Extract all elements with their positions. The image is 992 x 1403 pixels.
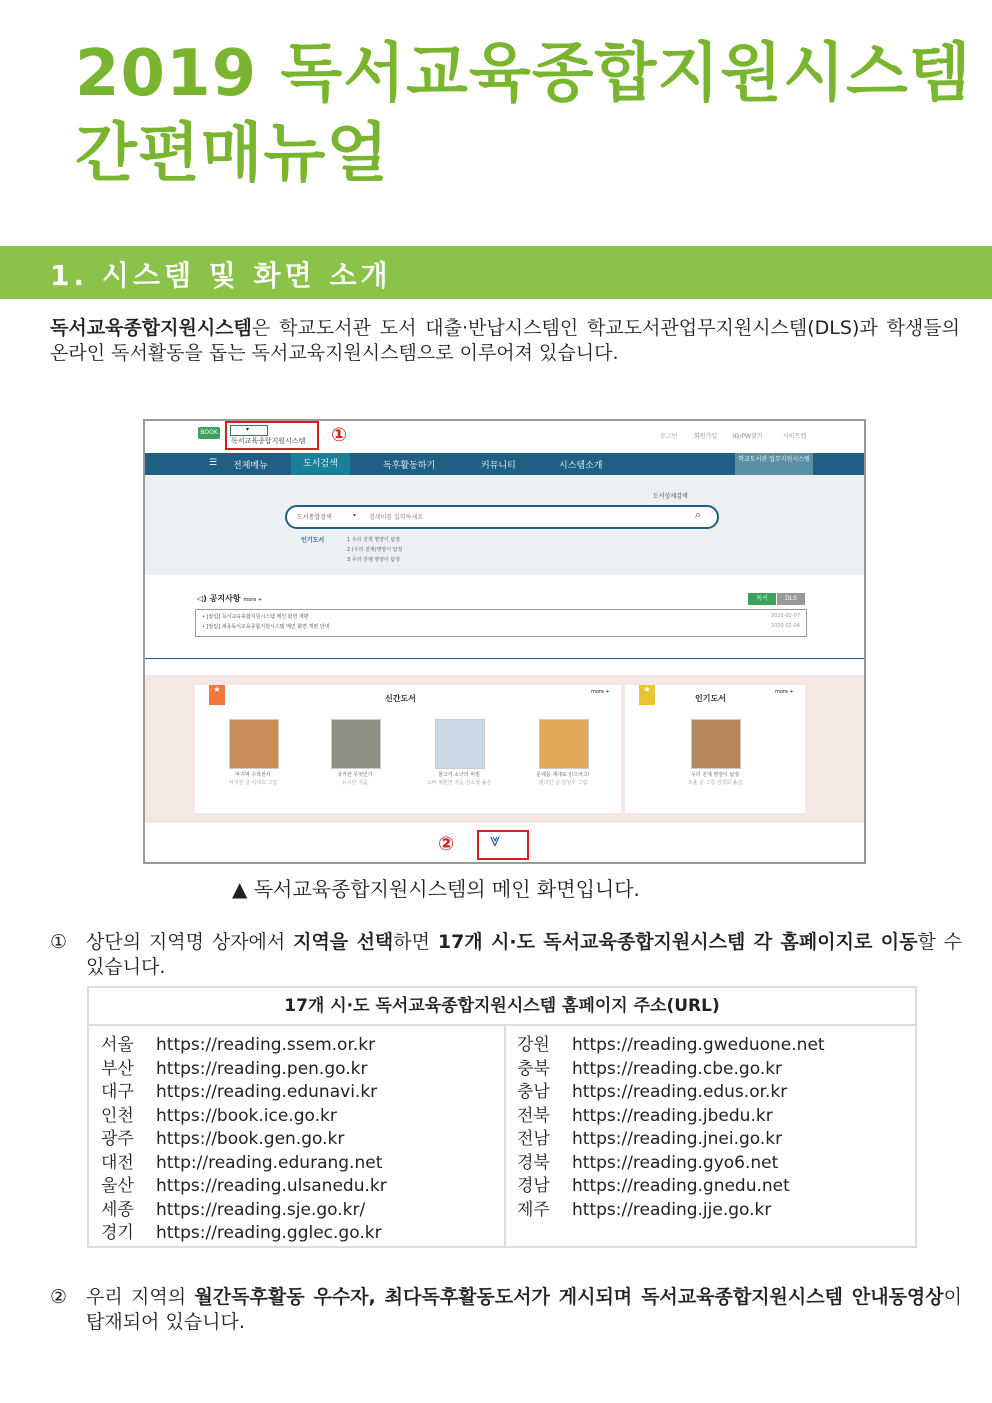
url-row xyxy=(517,1081,825,1105)
url-row xyxy=(517,1175,825,1199)
url-row xyxy=(517,1199,825,1223)
star-icon: ★ xyxy=(639,685,655,705)
book-logo: BOOK xyxy=(198,427,220,439)
scroll-down-highlight xyxy=(477,830,529,860)
url-row xyxy=(101,1081,387,1105)
region-url[interactable]: https://reading.jnei.go.kr xyxy=(572,1129,783,1149)
notice-title: 공지사항 xyxy=(209,594,241,603)
book-cover[interactable] xyxy=(539,719,589,769)
site-brand: 독서교육종합지원시스템 xyxy=(231,437,306,445)
region-url[interactable]: https://reading.gweduone.net xyxy=(572,1035,825,1055)
marker-1: ① xyxy=(331,424,348,446)
url-row xyxy=(101,1058,387,1082)
point-1-text: 상단의 지역명 상자에서 xyxy=(86,931,294,953)
search-scope[interactable]: 도서통합검색 xyxy=(297,514,332,521)
hamburger-icon[interactable]: ☰ xyxy=(209,458,218,468)
search-placeholder: 검색어를 입력하세요 xyxy=(369,514,424,521)
region-name: 제주 xyxy=(517,1199,550,1220)
login-link[interactable]: 로그인 xyxy=(660,433,678,440)
book-cover[interactable] xyxy=(229,719,279,769)
region-name: 대구 xyxy=(101,1082,134,1102)
chevron-down-icon: ▾ xyxy=(353,512,357,519)
nav-dls-link[interactable]: 학교도서관 업무지원시스템 xyxy=(735,453,813,475)
divider xyxy=(145,658,864,659)
url-row xyxy=(101,1105,387,1129)
url-table xyxy=(87,986,917,1248)
region-name: 경기 xyxy=(101,1223,134,1243)
book-author: 유시민 지음 xyxy=(342,780,368,786)
region-name: 대전 xyxy=(101,1152,134,1173)
region-name: 울산 xyxy=(101,1176,134,1196)
region-url[interactable]: https://reading.ssem.or.kr xyxy=(156,1035,376,1055)
region-url[interactable]: https://reading.gglec.go.kr xyxy=(156,1223,382,1243)
region-url[interactable]: https://reading.edunavi.kr xyxy=(156,1082,378,1102)
book-author: 조올 글·그림·김정희 옮김 xyxy=(687,780,743,786)
region-name: 서울 xyxy=(101,1035,134,1055)
intro-bold: 독서교육종합지원시스템 xyxy=(50,317,252,339)
notice-heading xyxy=(197,593,262,604)
popular-item[interactable]: 3 우리 전제 명양이 탐정 xyxy=(347,557,401,563)
popular-item[interactable]: 1 우리 전제 명양이 탐정 xyxy=(347,537,401,543)
point-1-number: ① xyxy=(50,931,68,953)
point-2-text: 이 탑재되어 있습니다. xyxy=(86,1286,962,1333)
section-heading: 1. 시스템 및 화면 소개 xyxy=(50,259,392,292)
region-name: 경남 xyxy=(517,1176,550,1196)
notice-list xyxy=(195,609,807,637)
region-url[interactable]: https://reading.cbe.go.kr xyxy=(572,1058,783,1079)
region-url[interactable]: https://reading.edus.or.kr xyxy=(572,1082,788,1102)
popular-books-title: 인기도서 xyxy=(695,694,726,703)
book-title: 국가란 무엇인가 xyxy=(337,772,373,778)
region-highlight-box xyxy=(225,421,319,450)
double-chevron-down-icon[interactable]: ⩔ xyxy=(490,830,501,851)
find-id-link[interactable]: ID/PW찾기 xyxy=(733,433,763,440)
region-name: 부산 xyxy=(101,1058,134,1079)
speaker-icon: ◁) xyxy=(197,594,207,603)
star-icon: ★ xyxy=(209,685,225,705)
book-title: 문제를 제대로 읽으라고! xyxy=(536,772,590,778)
region-name: 충북 xyxy=(517,1058,550,1079)
main-nav xyxy=(145,453,864,475)
intro-text: 은 학교도서관 도서 대출·반납시스템인 학교도서관업무지원시스템(DLS)과 학생들의 온라인 독서활동을 돕는 독서교육지원시스템으로 이루어져 있습니다. xyxy=(50,317,960,364)
book-cover[interactable] xyxy=(331,719,381,769)
new-books-title: 신간도서 xyxy=(385,694,416,703)
url-table-header: 17개 시·도 독서교육종합지원시스템 홈페이지 주소(URL) xyxy=(89,988,915,1026)
point-1 xyxy=(50,930,962,980)
region-name: 강원 xyxy=(517,1035,550,1055)
region-url[interactable]: https://reading.gnedu.net xyxy=(572,1176,790,1196)
region-name: 세종 xyxy=(101,1199,134,1220)
url-row xyxy=(101,1128,387,1152)
url-row xyxy=(101,1199,387,1223)
region-name: 전남 xyxy=(517,1129,550,1149)
point-2-bold: 월간독후활동 우수자, 최다독후활동도서가 게시되며 독서교육종합지원시스템 안내동영상 xyxy=(194,1286,944,1308)
region-url[interactable]: https://book.ice.go.kr xyxy=(156,1105,337,1126)
book-title: 물고기 소녀의 비밀 xyxy=(438,772,480,778)
url-row xyxy=(517,1152,825,1176)
popular-list xyxy=(347,535,402,565)
screenshot-caption: ▲ 독서교육종합지원시스템의 메인 화면입니다. xyxy=(232,877,640,901)
point-1-bold: 17개 시·도 독서교육종합지원시스템 각 홈페이지로 이동 xyxy=(437,931,918,953)
search-box[interactable] xyxy=(285,505,719,529)
detail-search-link[interactable]: 도서상세검색 xyxy=(653,493,688,500)
book-author: 범의인 글·김성후 그림 xyxy=(538,780,588,786)
region-url[interactable]: https://reading.jje.go.kr xyxy=(572,1199,772,1220)
point-1-text: 하면 xyxy=(393,931,438,953)
region-url[interactable]: https://reading.ulsanedu.kr xyxy=(156,1176,387,1196)
sitemap-link[interactable]: 사이트맵 xyxy=(783,433,807,440)
region-name: 충남 xyxy=(517,1082,550,1102)
section-header-bar xyxy=(0,246,992,299)
book-cover[interactable] xyxy=(435,719,485,769)
url-row xyxy=(517,1105,825,1129)
region-name: 전북 xyxy=(517,1105,550,1126)
url-row xyxy=(101,1152,387,1176)
book-title: 우리 전제 명양이 탐정 xyxy=(690,772,740,778)
region-url[interactable]: https://reading.pen.go.kr xyxy=(156,1058,368,1079)
nav-community[interactable]: 커뮤니티 xyxy=(481,461,516,471)
notice-more-link[interactable]: more + xyxy=(243,597,263,603)
page-title-line2: 간편매뉴얼 xyxy=(75,117,390,191)
url-row xyxy=(517,1034,825,1058)
column-divider xyxy=(504,1024,506,1248)
nav-book-search[interactable]: 도서검색 xyxy=(291,453,350,475)
tab-reading[interactable]: 독서 xyxy=(748,593,776,605)
url-row xyxy=(101,1034,387,1058)
books-section xyxy=(145,675,864,823)
popular-books-card xyxy=(625,685,805,813)
region-url[interactable]: https://reading.sje.go.kr/ xyxy=(156,1199,366,1220)
notice-item[interactable]: • [알림] 독서교육종합지원시스템 메인 화면 개편 xyxy=(202,614,309,620)
region-url[interactable]: http://reading.edurang.net xyxy=(156,1152,383,1173)
book-title: 마지막 수학전사 xyxy=(235,772,271,778)
url-row xyxy=(517,1058,825,1082)
point-1-bold: 지역을 선택 xyxy=(293,931,394,953)
region-url[interactable]: https://reading.gyo6.net xyxy=(572,1152,779,1173)
search-icon[interactable]: ⌕ xyxy=(695,508,702,521)
signup-link[interactable]: 회원가입 xyxy=(694,433,718,440)
nav-system-intro[interactable]: 시스템소개 xyxy=(559,461,603,471)
region-url[interactable]: https://reading.jbedu.kr xyxy=(572,1105,773,1126)
point-2-number: ② xyxy=(50,1286,68,1308)
url-row xyxy=(101,1222,387,1246)
notice-item[interactable]: • [알림] 세종독서교육종합지원시스템 메인 화면 개편 안내 xyxy=(202,624,330,630)
url-row xyxy=(101,1175,387,1199)
url-column-left xyxy=(101,1034,387,1246)
nav-all-menu[interactable]: 전체메뉴 xyxy=(233,461,268,471)
region-name: 광주 xyxy=(101,1129,134,1149)
region-url[interactable]: https://book.gen.go.kr xyxy=(156,1129,345,1149)
chevron-down-icon: ▾ xyxy=(246,426,250,433)
new-books-card xyxy=(195,685,621,813)
book-author: 서지원 글·이대호 그림 xyxy=(228,780,278,786)
popular-books-more-link[interactable]: more + xyxy=(775,689,794,695)
point-2-text: 우리 지역의 xyxy=(86,1286,195,1308)
region-name: 인천 xyxy=(101,1105,134,1126)
intro-paragraph xyxy=(50,316,960,366)
new-books-more-link[interactable]: more + xyxy=(591,689,610,695)
book-author: 노바 위헌먼 지음·김소정 옮김 xyxy=(426,780,492,786)
url-row xyxy=(517,1128,825,1152)
notice-date: 2020-02-07 xyxy=(770,613,800,619)
point-2 xyxy=(50,1285,962,1335)
marker-2: ② xyxy=(438,833,455,855)
region-name: 경북 xyxy=(517,1152,550,1173)
book-cover[interactable] xyxy=(691,719,741,769)
url-column-right xyxy=(517,1034,825,1222)
nav-activities[interactable]: 독후활동하기 xyxy=(383,461,436,471)
popular-item[interactable]: 2 (우리 전제)명양이 탐정 xyxy=(347,547,403,553)
tab-dls[interactable]: DLS xyxy=(777,593,805,605)
main-page-screenshot xyxy=(143,419,866,864)
page-title-line1: 2019 독서교육종합지원시스템 xyxy=(75,37,972,111)
notice-date: 2020-02-06 xyxy=(770,623,800,629)
popular-label: 인기도서 xyxy=(301,537,325,544)
point-1-text: 할 수 있습니다. xyxy=(86,931,962,978)
